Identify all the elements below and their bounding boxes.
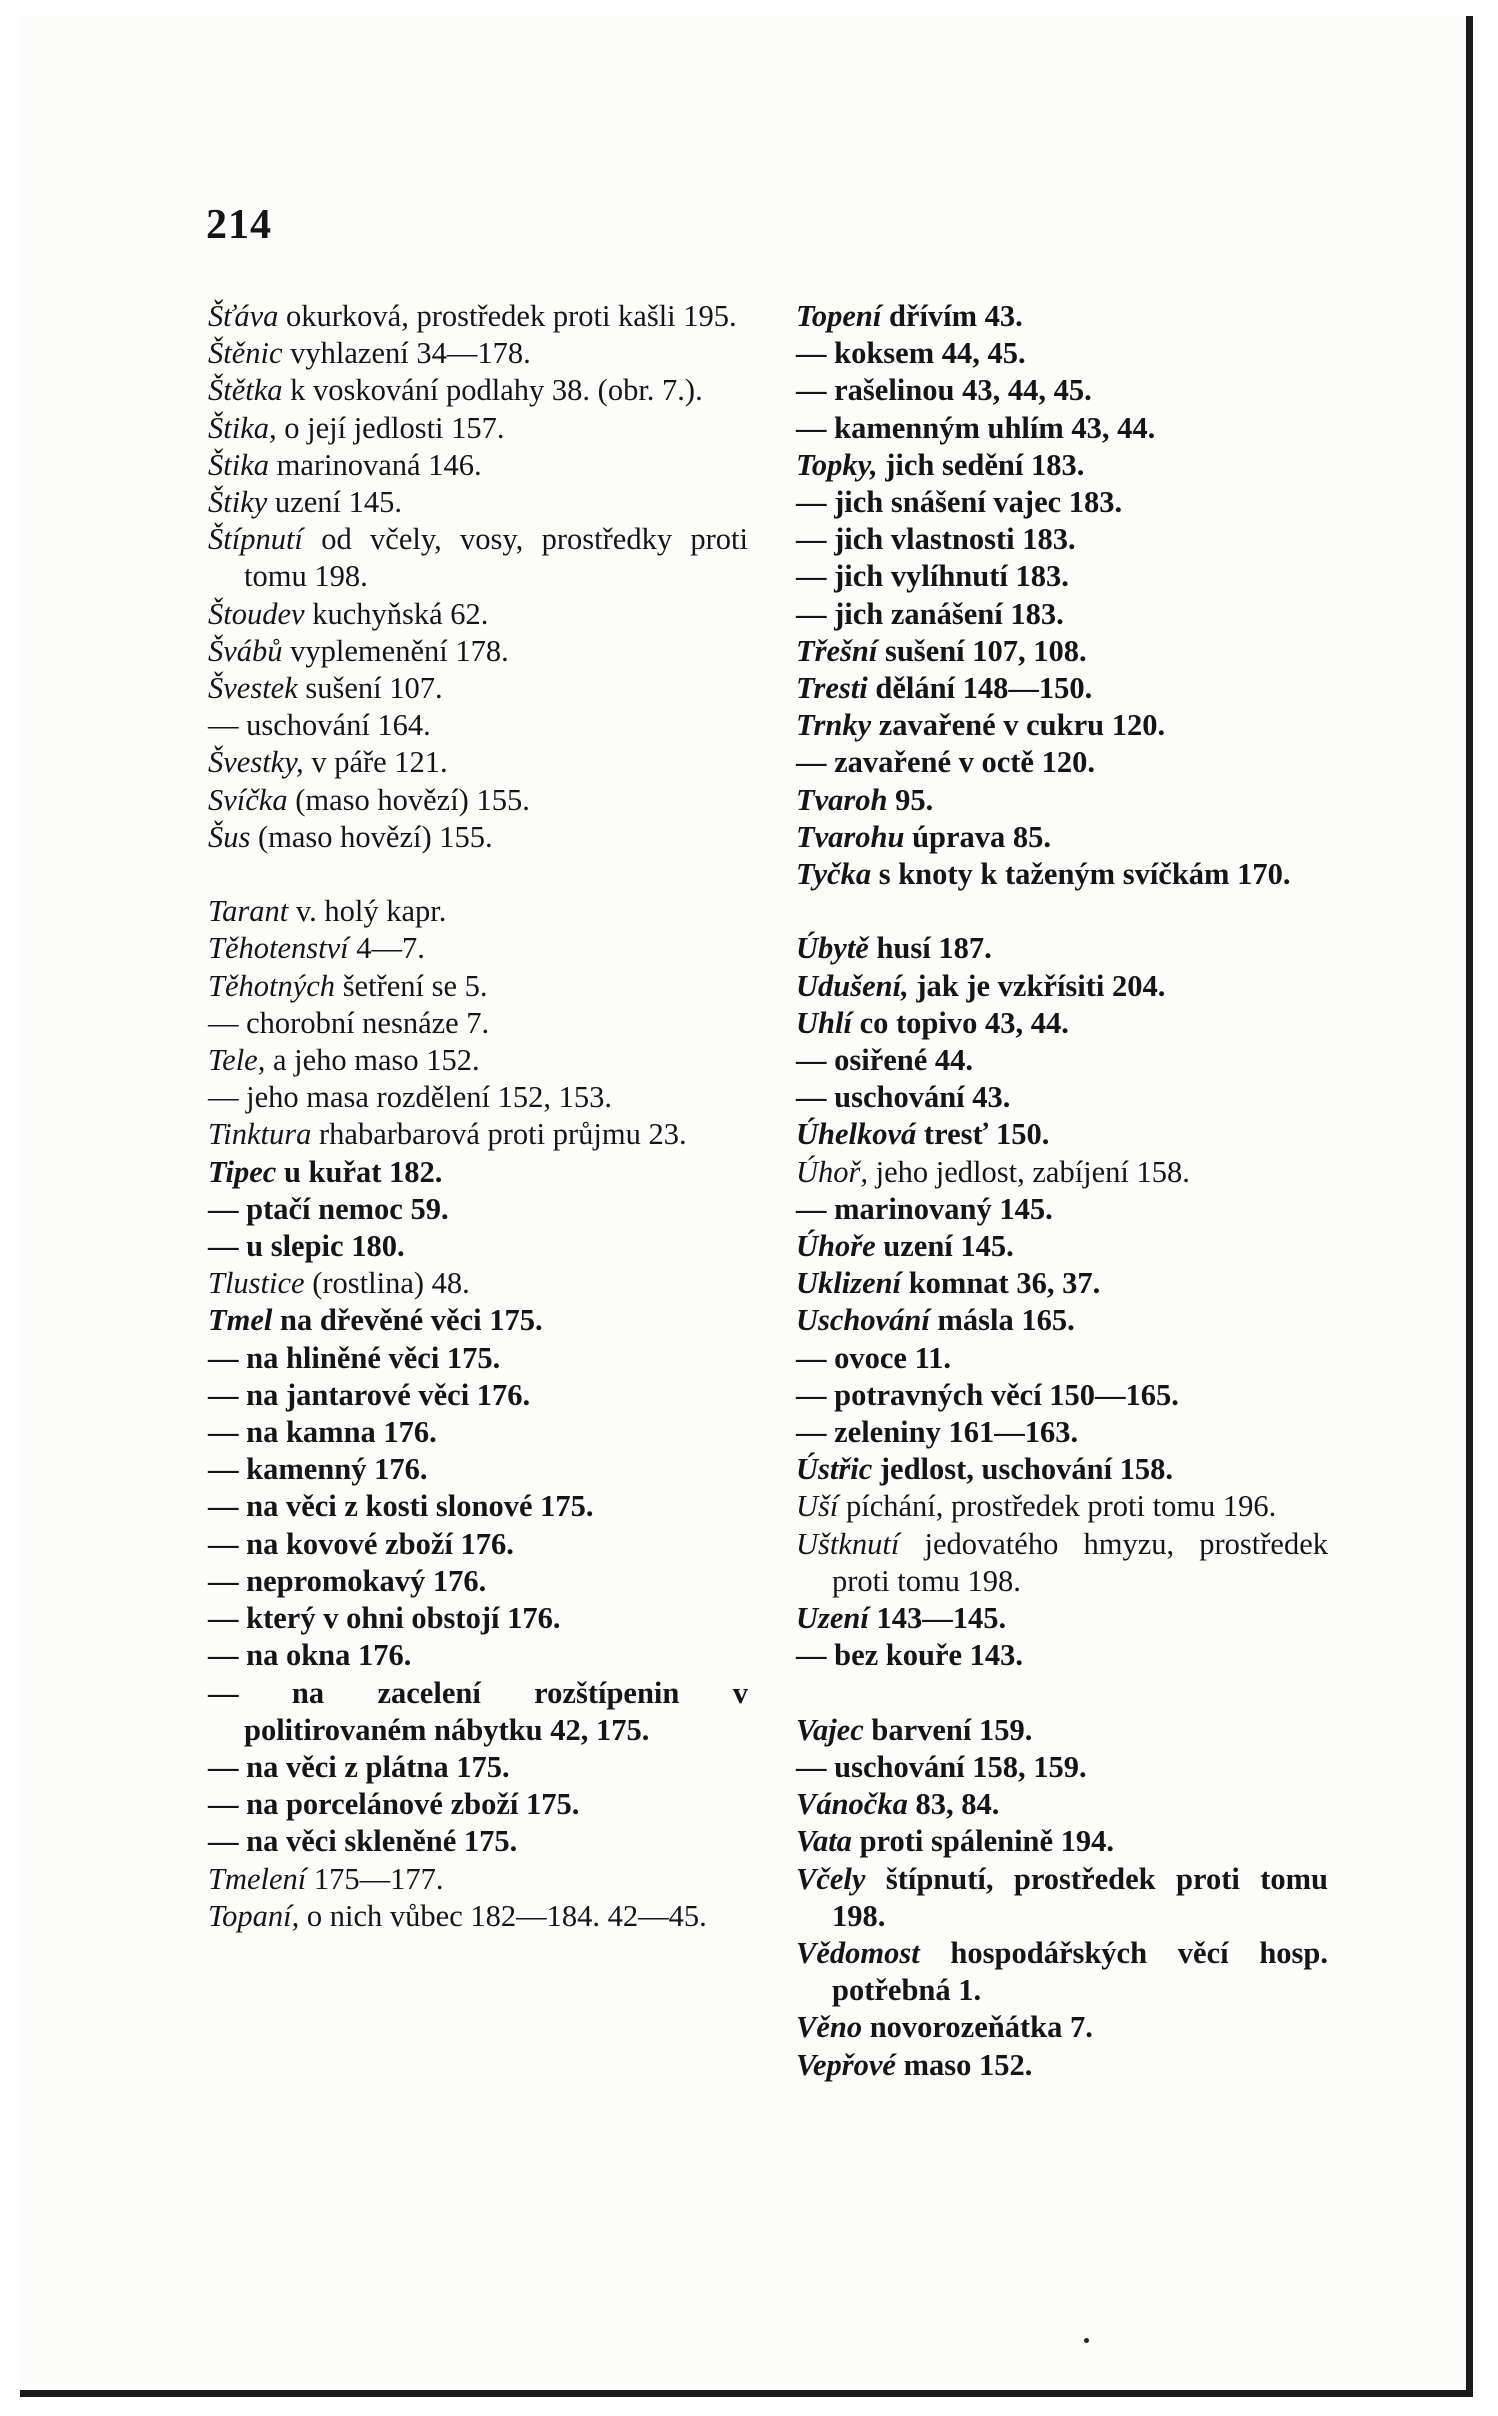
index-reference: vyhlazení 34—178. — [282, 336, 531, 371]
index-reference: kuchyňská 62. — [304, 596, 489, 631]
index-reference: v. holý kapr. — [288, 894, 447, 929]
index-entry — [796, 1451, 1328, 1488]
index-term: Těhotenství — [208, 931, 349, 966]
index-reference: husí 187. — [868, 931, 992, 966]
index-entry — [208, 633, 748, 670]
index-entry — [208, 521, 748, 595]
index-entry — [208, 1191, 748, 1228]
index-reference: 95. — [887, 782, 934, 817]
index-term: Tele, — [208, 1043, 266, 1078]
index-entry — [208, 298, 748, 335]
index-reference: — na kovové zboží 176. — [208, 1526, 514, 1561]
index-entry — [796, 484, 1328, 521]
index-entry — [208, 1526, 748, 1563]
index-entry — [796, 1265, 1328, 1302]
index-entry — [208, 1675, 748, 1749]
index-reference: tresť 150. — [916, 1117, 1050, 1152]
index-term: Tmel — [208, 1303, 273, 1338]
index-reference: — osiřené 44. — [796, 1043, 974, 1078]
index-entry — [208, 670, 748, 707]
index-entry — [796, 1637, 1328, 1674]
index-entry — [208, 1749, 748, 1786]
index-reference: maso 152. — [895, 2047, 1033, 2082]
index-reference: marinovaná 146. — [269, 447, 482, 482]
index-entry — [208, 1302, 748, 1339]
index-entry — [796, 2047, 1328, 2084]
index-term: Šťáva — [208, 299, 279, 333]
index-term: Topení — [796, 299, 882, 333]
index-entry — [796, 410, 1328, 447]
index-entry — [208, 1488, 748, 1525]
index-term: Uzení — [796, 1601, 869, 1636]
index-term: Štika, — [208, 410, 277, 445]
index-reference: jedovatého hmyzu, prostředek proti tomu 198. — [832, 1526, 1328, 1598]
index-term: Tinktura — [208, 1117, 312, 1152]
index-term: Topaní, — [208, 1898, 300, 1933]
index-entry — [796, 1116, 1328, 1153]
index-reference: — na zacelení rozštípenin v politirovaném nábytku 42, 175. — [208, 1675, 748, 1747]
index-reference: — uschování 158, 159. — [796, 1749, 1087, 1784]
index-entry — [208, 1898, 748, 1935]
index-reference: zavařené v cukru 120. — [871, 708, 1166, 743]
index-entry — [796, 1340, 1328, 1377]
index-entry — [796, 298, 1328, 335]
index-entry — [796, 1414, 1328, 1451]
index-entry — [796, 558, 1328, 595]
index-entry — [208, 1451, 748, 1488]
index-entry — [796, 670, 1328, 707]
index-entry — [796, 930, 1328, 967]
index-reference: — ptačí nemoc 59. — [208, 1191, 449, 1226]
index-reference: píchání, prostředek proti tomu 196. — [838, 1489, 1277, 1524]
index-entry — [796, 1712, 1328, 1749]
index-reference: uzení 145. — [267, 485, 402, 520]
index-term: Tvarohu — [796, 819, 905, 854]
index-entry — [796, 1786, 1328, 1823]
index-reference: od včely, vosy, prostředky proti tomu 198. — [244, 522, 748, 594]
index-entry — [796, 1154, 1328, 1191]
index-reference: dělání 148—150. — [867, 671, 1093, 706]
index-entry — [208, 819, 748, 856]
index-reference: novorozeňátka 7. — [862, 2010, 1093, 2045]
index-reference: — rašelinou 43, 44, 45. — [796, 373, 1092, 408]
index-entry — [796, 2009, 1328, 2046]
index-term: Trnky — [796, 708, 872, 743]
index-term: Úhoř, — [796, 1154, 869, 1189]
index-term: Udušení, — [796, 968, 909, 1003]
index-reference: úprava 85. — [904, 819, 1052, 854]
index-reference: — jich vlastnosti 183. — [796, 522, 1076, 557]
index-term: Topky, — [796, 447, 878, 482]
index-term: Šus — [208, 819, 251, 854]
index-reference: u kuřat 182. — [276, 1154, 443, 1189]
index-reference: a jeho maso 152. — [265, 1043, 480, 1078]
book-page — [20, 16, 1473, 2397]
index-reference: k voskování podlahy 38. (obr. 7.). — [282, 373, 703, 408]
index-entry — [208, 1823, 748, 1860]
index-entry — [208, 1414, 748, 1451]
index-entry — [208, 1042, 748, 1079]
index-entry — [208, 1116, 748, 1153]
index-reference: dřívím 43. — [881, 299, 1023, 333]
index-term: Štiky — [208, 485, 268, 520]
index-term: Tresti — [796, 671, 868, 706]
index-term: Svíčka — [208, 782, 288, 817]
index-reference: proti spálenině 194. — [851, 1824, 1115, 1859]
index-reference: jich sedění 183. — [877, 447, 1085, 482]
index-reference: šetření se 5. — [335, 968, 488, 1003]
index-term: Štětka — [208, 373, 283, 408]
index-entry — [796, 1228, 1328, 1265]
index-reference: — jeho masa rozdělení 152, 153. — [208, 1080, 613, 1115]
index-term: Švábů — [208, 633, 283, 668]
index-term: Vajec — [796, 1712, 864, 1747]
index-reference: — kamenným uhlím 43, 44. — [796, 410, 1156, 445]
index-term: Tvaroh — [796, 782, 888, 817]
index-entry — [796, 819, 1328, 856]
index-reference: — na kamna 176. — [208, 1415, 437, 1450]
print-speck — [1084, 2338, 1089, 2343]
index-reference: 143—145. — [868, 1601, 1007, 1636]
index-reference: — na věci z kosti slonové 175. — [208, 1489, 594, 1524]
index-entry — [796, 968, 1328, 1005]
index-term: Vědomost — [796, 1935, 920, 1970]
index-entry — [208, 596, 748, 633]
index-reference: (maso hovězí) 155. — [287, 782, 530, 817]
index-reference: jeho jedlost, zabíjení 158. — [868, 1154, 1190, 1189]
index-entry — [796, 1079, 1328, 1116]
index-reference: — na okna 176. — [208, 1638, 412, 1673]
index-term: Švestky, — [208, 745, 304, 780]
index-term: Tyčka — [796, 857, 872, 892]
index-entry — [796, 1488, 1328, 1525]
section-gap — [796, 1675, 1328, 1712]
index-term: Vata — [796, 1824, 852, 1859]
index-reference: — na jantarové věci 176. — [208, 1377, 531, 1412]
index-column-left — [208, 298, 748, 1935]
index-term: Třešní — [796, 633, 878, 668]
index-reference: sušení 107. — [297, 671, 443, 706]
index-reference: — nepromokavý 176. — [208, 1563, 487, 1598]
index-term: Vepřové — [796, 2047, 896, 2082]
index-entry — [796, 1005, 1328, 1042]
index-entry — [796, 447, 1328, 484]
index-reference: 175—177. — [306, 1861, 444, 1896]
index-reference: 4—7. — [348, 931, 425, 966]
index-entry — [208, 335, 748, 372]
index-entry — [208, 410, 748, 447]
index-entry — [796, 1526, 1328, 1600]
index-reference: okurková, prostředek proti kašli 195. — [278, 299, 737, 333]
index-term: Uschování — [796, 1303, 930, 1338]
index-term: Vánočka — [796, 1787, 908, 1822]
index-entry — [796, 521, 1328, 558]
index-term: Ústřic — [796, 1452, 873, 1487]
index-term: Uklizení — [796, 1266, 902, 1301]
page-number: 214 — [206, 202, 272, 248]
index-entry — [796, 596, 1328, 633]
index-reference: — na věci z plátna 175. — [208, 1749, 510, 1784]
index-reference: — jich zanášení 183. — [796, 596, 1064, 631]
index-entry — [796, 782, 1328, 819]
index-reference: — jich vylíhnutí 183. — [796, 559, 1069, 594]
index-reference: — uschování 164. — [208, 708, 431, 743]
index-reference: vyplemenění 178. — [282, 633, 509, 668]
index-entry — [796, 707, 1328, 744]
index-term: Štípnutí — [208, 522, 303, 557]
index-term: Věno — [796, 2010, 863, 2045]
index-entry — [208, 1265, 748, 1302]
index-reference: (rostlina) 48. — [304, 1266, 470, 1301]
index-term: Štoudev — [208, 596, 305, 631]
index-reference: štípnutí, prostředek proti tomu 198. — [832, 1861, 1328, 1933]
index-entry — [796, 335, 1328, 372]
index-reference: — ovoce 11. — [796, 1340, 952, 1375]
index-term: Uštknutí — [796, 1526, 900, 1561]
index-entry — [208, 1600, 748, 1637]
index-entry — [796, 1861, 1328, 1935]
index-reference: rhabarbarová proti průjmu 23. — [311, 1117, 687, 1152]
section-gap — [208, 856, 748, 893]
index-entry — [796, 633, 1328, 670]
index-reference: — chorobní nesnáze 7. — [208, 1005, 490, 1040]
index-entry — [796, 1749, 1328, 1786]
index-column-right — [796, 298, 1328, 2084]
index-reference: — uschování 43. — [796, 1080, 1011, 1115]
index-reference: 83, 84. — [907, 1787, 1000, 1822]
index-entry — [208, 968, 748, 1005]
index-reference: hospodářských věcí hosp. potřebná 1. — [832, 1935, 1328, 2008]
index-entry — [208, 1563, 748, 1600]
index-entry — [796, 1042, 1328, 1079]
index-entry — [796, 1823, 1328, 1860]
index-reference: — zavařené v octě 120. — [796, 745, 1095, 780]
index-reference: — který v ohni obstojí 176. — [208, 1601, 561, 1636]
index-entry — [208, 1079, 748, 1116]
index-term: Včely — [796, 1861, 866, 1896]
index-entry — [796, 1600, 1328, 1637]
index-reference: sušení 107, 108. — [877, 633, 1087, 668]
index-reference: — marinovaný 145. — [796, 1191, 1053, 1226]
index-entry — [208, 484, 748, 521]
index-reference: — na porcelánové zboží 175. — [208, 1787, 580, 1822]
index-term: Uhlí — [796, 1005, 852, 1040]
index-reference: — na hliněné věci 175. — [208, 1340, 501, 1375]
index-reference: — u slepic 180. — [208, 1229, 405, 1264]
index-reference: v páře 121. — [303, 745, 448, 780]
index-term: Tipec — [208, 1154, 277, 1189]
index-entry — [208, 1005, 748, 1042]
index-entry — [796, 856, 1328, 893]
index-reference: — kamenný 176. — [208, 1452, 428, 1487]
index-term: Úhelková — [796, 1117, 917, 1152]
index-term: Švestek — [208, 671, 298, 706]
index-entry — [208, 1637, 748, 1674]
index-reference: — na věci skleněné 175. — [208, 1824, 518, 1859]
index-reference: — jich snášení vajec 183. — [796, 485, 1123, 520]
index-reference: na dřevěné věci 175. — [272, 1303, 543, 1338]
index-entry — [208, 707, 748, 744]
index-entry — [796, 372, 1328, 409]
index-reference: o její jedlosti 157. — [276, 410, 505, 445]
index-entry — [208, 1861, 748, 1898]
index-entry — [208, 1154, 748, 1191]
index-entry — [796, 1935, 1328, 2009]
index-entry — [208, 447, 748, 484]
index-entry — [208, 744, 748, 781]
index-reference: uzení 145. — [875, 1229, 1014, 1264]
index-reference: jedlost, uschování 158. — [872, 1452, 1174, 1487]
index-term: Úhoře — [796, 1229, 876, 1264]
index-term: Tmelení — [208, 1861, 307, 1896]
index-entry — [796, 744, 1328, 781]
index-term: Tarant — [208, 894, 289, 929]
index-entry — [208, 782, 748, 819]
index-term: Úbytě — [796, 931, 869, 966]
index-reference: jak je vzkřísiti 204. — [908, 968, 1166, 1003]
index-entry — [796, 1302, 1328, 1339]
index-reference: másla 165. — [929, 1303, 1075, 1338]
index-term: Tlustice — [208, 1266, 305, 1301]
index-entry — [208, 930, 748, 967]
index-reference: komnat 36, 37. — [901, 1266, 1101, 1301]
index-term: Uší — [796, 1489, 839, 1524]
index-reference: — zeleniny 161—163. — [796, 1415, 1079, 1450]
index-entry — [208, 1228, 748, 1265]
index-entry — [796, 1191, 1328, 1228]
index-reference: s knoty k taženým svíčkám 170. — [871, 857, 1291, 892]
index-reference: — potravných věcí 150—165. — [796, 1377, 1179, 1412]
index-reference: — koksem 44, 45. — [796, 336, 1026, 371]
index-reference: barvení 159. — [863, 1712, 1033, 1747]
index-entry — [208, 1377, 748, 1414]
index-reference: — bez kouře 143. — [796, 1638, 1024, 1673]
index-reference: co topivo 43, 44. — [851, 1005, 1069, 1040]
index-term: Štika — [208, 447, 269, 482]
index-entry — [796, 1377, 1328, 1414]
index-entry — [208, 1340, 748, 1377]
index-entry — [208, 1786, 748, 1823]
index-entry — [208, 893, 748, 930]
index-reference: (maso hovězí) 155. — [250, 819, 493, 854]
index-term: Štěnic — [208, 336, 283, 371]
section-gap — [796, 893, 1328, 930]
index-reference: o nich vůbec 182—184. 42—45. — [299, 1898, 707, 1933]
index-term: Těhotných — [208, 968, 336, 1003]
index-entry — [208, 372, 748, 409]
